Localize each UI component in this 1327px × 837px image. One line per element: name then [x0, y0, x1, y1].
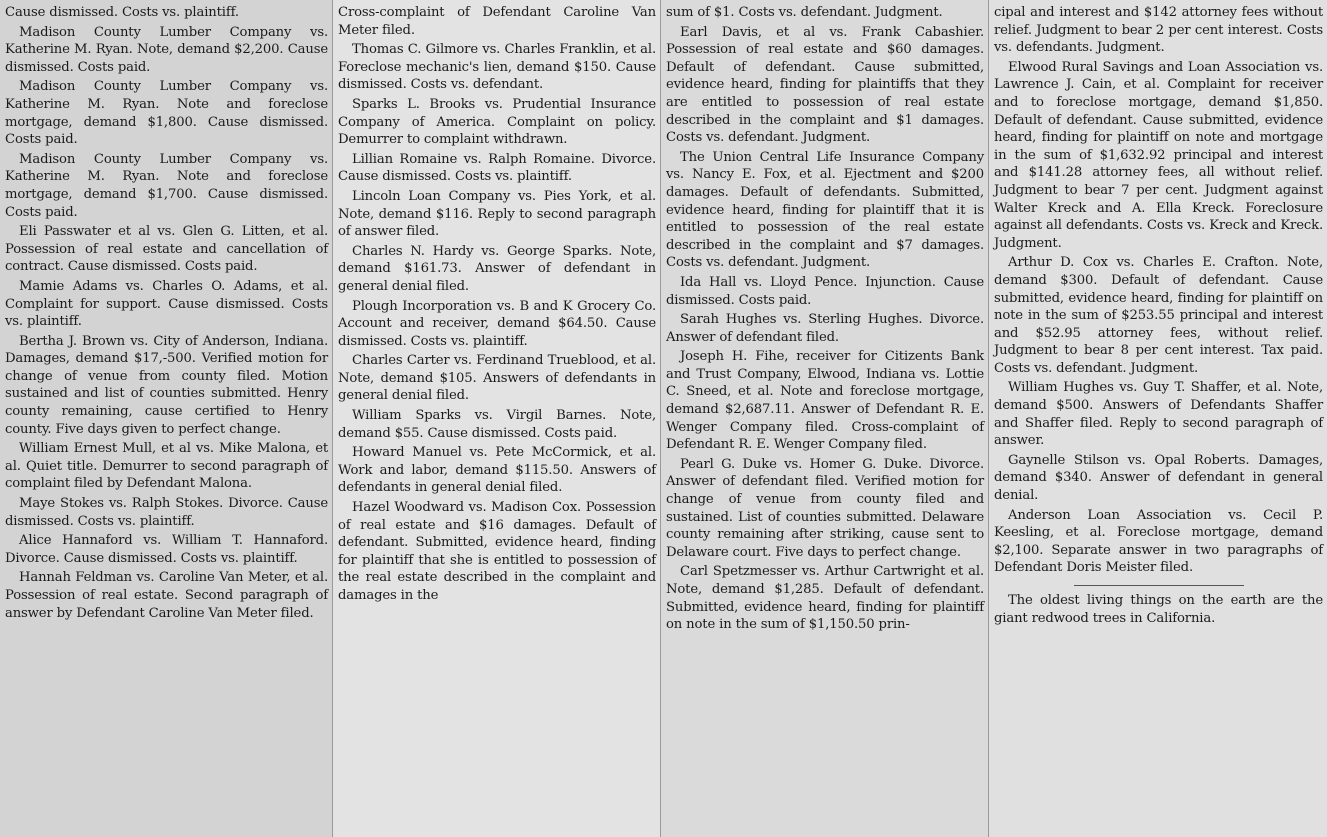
column-1-paragraph-1: Cause dismissed. Costs vs. plaintiff. [5, 5, 239, 20]
column-3-paragraph-4: Ida Hall vs. Lloyd Pence. Injunction. Cause dismissed. Costs paid. [666, 274, 984, 308]
column-2-paragraph-7: Plough Incorporation vs. B and K Grocery Co. Account and receiver, demand $64.50. Cause dismissed. Costs vs. plaintiff. [338, 298, 656, 349]
column-4-paragraph-4: William Hughes vs. Guy T. Shaffer, et al. Note, demand $500. Answers of Defendants Shaffer and Shaffer filed. Reply to second paragraph of answer. [994, 380, 1323, 449]
column-3-paragraph-1: sum of $1. Costs vs. defendant. Judgment. [666, 5, 943, 20]
column-2-paragraph-1: Cross-complaint of Defendant Caroline Van Meter filed. [338, 5, 656, 38]
column-2-paragraph-6: Charles N. Hardy vs. George Sparks. Note, demand $161.73. Answer of defendant in general denial filed. [338, 243, 656, 294]
column-1-paragraph-7: Bertha J. Brown vs. City of Anderson, Indiana. Damages, demand $17,-500. Verified motion for change of venue from county filed. Motion sustained and list of counties submitted. Henry county remaining, cause certified to Henry county. Five days given to perfect change. [5, 333, 328, 437]
column-1-paragraph-3: Madison County Lumber Company vs. Katherine M. Ryan. Note and foreclose mortgage, demand $1,800. Cause dismissed. Costs paid. [5, 79, 328, 148]
column-3-paragraph-2: Earl Davis, et al vs. Frank Cabashier. Possession of real estate and $60 damages. Default of defendant. Cause submitted, evidence heard, finding for plaintiffs that they are entitled to possession of real estate described in the complaint and $1 damages. Costs vs. defendant. Judgment. [666, 24, 984, 146]
column-1-paragraph-6: Mamie Adams vs. Charles O. Adams, et al. Complaint for support. Cause dismissed. Costs vs. plaintiff. [5, 278, 328, 330]
column-2-paragraph-11: Hazel Woodward vs. Madison Cox. Possession of real estate and $16 damages. Default of defendant. Submitted, evidence heard, finding for plaintiff that she is entitled to possession of the real estate described in the complaint and damages in the [338, 500, 656, 603]
column-4-paragraph-3: Arthur D. Cox vs. Charles E. Crafton. Note, demand $300. Default of defendant. Cause submitted, evidence heard, finding for plaintiff on note in the sum of $253.55 principal and interest and $52.95 attorney fees, without relief. Judgment to bear 8 per cent interest. Tax paid. Costs vs. defendant. Judgment. [994, 255, 1323, 376]
column-2-paragraph-3: Sparks L. Brooks vs. Prudential Insurance Company of America. Complaint on policy. Demurrer to complaint withdrawn. [338, 96, 656, 148]
column-2-paragraph-9: William Sparks vs. Virgil Barnes. Note, demand $55. Cause dismissed. Costs paid. [338, 408, 656, 441]
column-1-paragraph-5: Eli Passwater et al vs. Glen G. Litten, et al. Possession of real estate and cancellation of contract. Cause dismissed. Costs paid. [5, 224, 328, 275]
filler-item: The oldest living things on the earth are the giant redwood trees in California. [994, 593, 1323, 626]
column-2-paragraph-2: Thomas C. Gilmore vs. Charles Franklin, et al. Foreclose mechanic's lien, demand $150. Cause dismissed. Costs vs. defendant. [338, 42, 656, 93]
column-1-paragraph-11: Hannah Feldman vs. Caroline Van Meter, et al. Possession of real estate. Second paragraph of answer by Defendant Caroline Van Meter filed. [5, 570, 328, 621]
column-1-paragraph-10: Alice Hannaford vs. William T. Hannaford. Divorce. Cause dismissed. Costs vs. plaintiff. [5, 533, 328, 566]
column-3-paragraph-7: Pearl G. Duke vs. Homer G. Duke. Divorce. Answer of defendant filed. Verified motion for change of venue from county filed and sustained. List of counties submitted. Delaware county remaining after striking, cause sent to Delaware court. Five days to perfect change. [666, 456, 984, 560]
column-3-paragraph-6: Joseph H. Fihe, receiver for Citizents Bank and Trust Company, Elwood, Indiana vs. Lottie C. Sneed, et al. Note and foreclose mortgage, demand $2,687.11. Answer of Defendant R. E. Wenger Company filed. Cross-complaint of Defendant R. E. Wenger Company filed. [666, 349, 984, 453]
section-divider [1074, 585, 1244, 586]
column-2-paragraph-5: Lincoln Loan Company vs. Pies York, et al. Note, demand $116. Reply to second paragraph of answer filed. [338, 188, 656, 240]
column-4-paragraph-2: Elwood Rural Savings and Loan Association vs. Lawrence J. Cain, et al. Complaint for receiver and to foreclose mortgage, demand $1,850. Default of defendant. Cause submitted, evidence heard, finding for plaintiff on note and mortgage in the sum of $1,632.92 principal and interest and $141.28 attorney fees, all without relief. Judgment to bear 7 per cent. Judgment against Walter Kreck and A. Ella Kreck. Foreclosure against all defendants. Costs vs. Kreck and Kreck. Judgment. [994, 59, 1323, 251]
column-4-paragraph-5: Gaynelle Stilson vs. Opal Roberts. Damages, demand $340. Answer of defendant in general denial. [994, 452, 1323, 504]
column-4-paragraph-1: cipal and interest and $142 attorney fees without relief. Judgment to bear 2 per cent interest. Costs vs. defendants. Judgment. [994, 5, 1323, 56]
column-3-paragraph-5: Sarah Hughes vs. Sterling Hughes. Divorce. Answer of defendant filed. [666, 312, 984, 345]
column-4-paragraph-6: Anderson Loan Association vs. Cecil P. Keesling, et al. Foreclose mortgage, demand $2,100. Separate answer in two paragraphs of Defendant Doris Meister filed. [994, 507, 1323, 576]
column-1-paragraph-4: Madison County Lumber Company vs. Katherine M. Ryan. Note and foreclose mortgage, demand $1,700. Cause dismissed. Costs paid. [5, 151, 328, 220]
column-1-paragraph-8: William Ernest Mull, et al vs. Mike Malona, et al. Quiet title. Demurrer to second paragraph of complaint filed by Defendant Malona. [5, 441, 328, 492]
column-1 [0, 0, 332, 837]
column-3 [660, 0, 988, 837]
column-2 [332, 0, 660, 837]
column-2-paragraph-4: Lillian Romaine vs. Ralph Romaine. Divorce. Cause dismissed. Costs vs. plaintiff. [338, 151, 656, 185]
column-3-paragraph-8: Carl Spetzmesser vs. Arthur Cartwright et al. Note, demand $1,285. Default of defendant. Submitted, evidence heard, finding for plaintiff on note in the sum of $1,150.50 prin- [666, 564, 984, 633]
column-4 [988, 0, 1327, 837]
column-1-paragraph-9: Maye Stokes vs. Ralph Stokes. Divorce. Cause dismissed. Costs vs. plaintiff. [5, 496, 328, 529]
column-2-paragraph-10: Howard Manuel vs. Pete McCormick, et al. Work and labor, demand $115.50. Answers of defendants in general denial filed. [338, 445, 656, 496]
column-3-paragraph-3: The Union Central Life Insurance Company vs. Nancy E. Fox, et al. Ejectment and $200 damages. Default of defendants. Submitted, evidence heard, finding for plaintiff that it is entitled to possession of the real estate described in the complaint and $7 damages. Costs vs. defendant. Judgment. [666, 149, 984, 271]
column-1-paragraph-2: Madison County Lumber Company vs. Katherine M. Ryan. Note, demand $2,200. Cause dismissed. Costs paid. [5, 24, 328, 75]
column-2-paragraph-8: Charles Carter vs. Ferdinand Trueblood, et al. Note, demand $105. Answers of defendants in general denial filed. [338, 353, 656, 404]
